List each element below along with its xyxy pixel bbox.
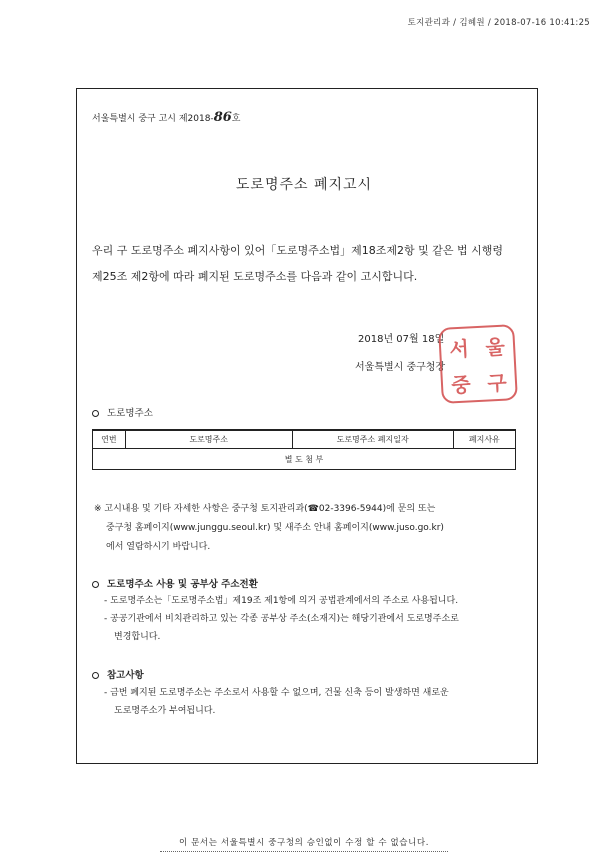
table-header-cell: 도로명주소 폐지일자: [292, 430, 453, 449]
notice-body: [92, 238, 532, 290]
list-item: [104, 610, 459, 646]
attachment-cell: 별 도 첨 부: [93, 449, 516, 470]
table-row: [93, 449, 516, 470]
table-header-cell: 폐지사유: [453, 430, 515, 449]
section-reference: [92, 667, 144, 681]
list-item-line: - 금번 폐지된 도로명주소는 주소로서 사용할 수 없으며, 건물 신축 등이 발생하면 새로운: [104, 688, 449, 698]
notice-date: 2018년 07월 18일: [358, 334, 445, 345]
road-address-table: [92, 429, 516, 470]
seal-char: 구: [486, 370, 508, 396]
section-title: 참고사항: [107, 670, 144, 681]
list-item-line: - 도로명주소는「도로명주소법」제19조 제1항에 의거 공법관계에서의 주소로 사용됩니다.: [104, 596, 459, 606]
list-item-line: - 공공기관에서 비치관리하고 있는 각종 공부상 주소(소재지)는 해당기관에서 도로명주소로: [104, 614, 459, 624]
list-item-line: 도로명주소가 부여됩니다.: [114, 706, 216, 716]
notice-body-line: 우리 구 도로명주소 폐지사항이 있어「도로명주소법」제18조제2항 및 같은 법 시행령: [92, 244, 503, 257]
circle-bullet-icon: [92, 672, 99, 679]
seal-char: 중: [450, 371, 472, 397]
contact-note: [94, 500, 444, 557]
notice-number-prefix: 서울특별시 중구 고시 제2018-: [92, 114, 214, 124]
notice-number-suffix: 호: [231, 114, 241, 124]
notice-number-value: 86: [213, 110, 232, 125]
list-item: [104, 684, 449, 720]
document-footer: 이 문서는 서울특별시 중구청의 승인없이 수정 할 수 없습니다.: [179, 838, 429, 848]
note-line: 에서 열람하시기 바랍니다.: [106, 542, 211, 552]
table-header-row: [93, 430, 516, 449]
note-line: ※ 고시내용 및 기타 자세한 사항은 중구청 토지관리과(☎02-3396-5944)에 문의 또는: [94, 504, 436, 514]
section-title: 도로명주소 사용 및 공부상 주소전환: [107, 579, 258, 590]
list-item: [104, 592, 458, 610]
circle-bullet-icon: [92, 410, 99, 417]
section-address-usage: [92, 576, 258, 590]
notice-body-line: 제25조 제2항에 따라 폐지된 도로명주소를 다음과 같이 고시합니다.: [92, 270, 418, 283]
list-item-line: 변경합니다.: [114, 632, 161, 642]
footer-divider: [160, 851, 448, 852]
note-line: 중구청 홈페이지(www.junggu.seoul.kr) 및 새주소 안내 홈페이지(www.juso.go.kr): [106, 523, 444, 533]
official-seal: [438, 324, 518, 404]
table-header-cell: 도로명주소: [125, 430, 292, 449]
section-road-address: [92, 405, 153, 419]
seal-char: 서: [448, 335, 470, 361]
document-header-stamp: 토지관리과 / 김혜원 / 2018-07-16 10:41:25: [407, 18, 590, 28]
circle-bullet-icon: [92, 581, 99, 588]
notice-number: [92, 110, 240, 125]
section-title: 도로명주소: [107, 408, 153, 419]
document-title: 도로명주소 폐지고시: [235, 177, 373, 193]
issuing-office: 서울특별시 중구청장: [355, 362, 446, 373]
seal-char: 울: [484, 334, 506, 360]
table-header-cell: 연번: [93, 430, 126, 449]
